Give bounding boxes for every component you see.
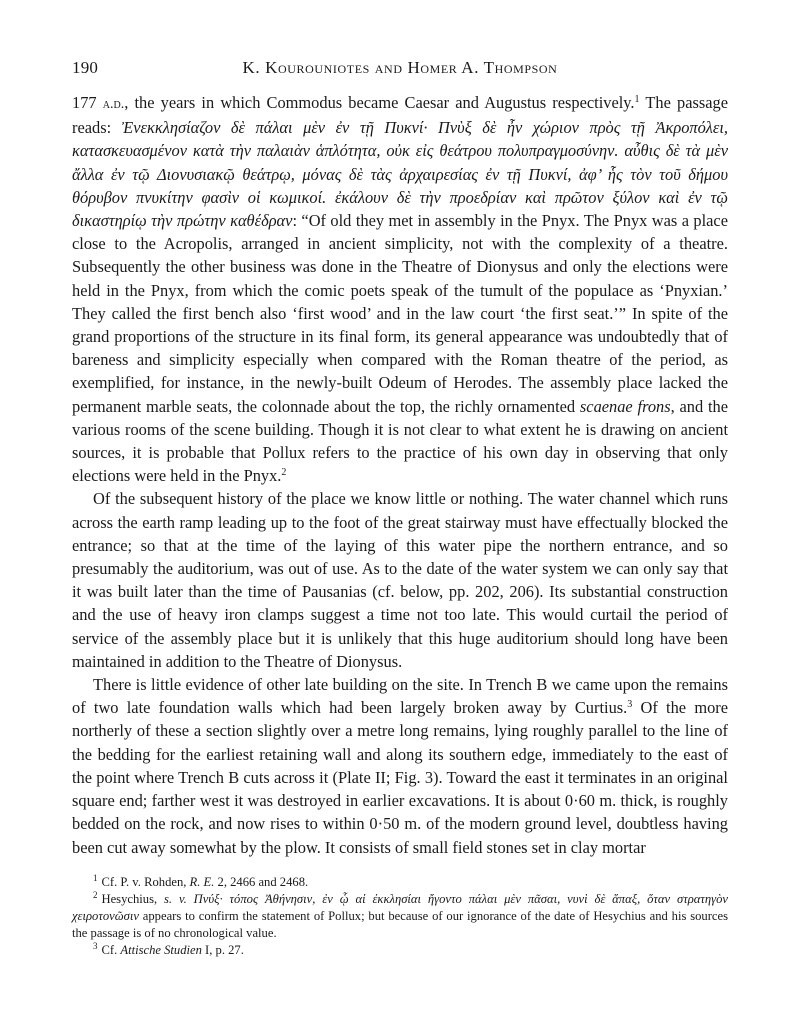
paragraph-1-text-d: , and the various rooms of the scene building. Though it is not clear to what extent he is drawing on ancient sources, it is probable that Pollux refers to the practice of his own day in observing that only elections were held in the Pnyx.	[72, 396, 728, 486]
footnote-3-post: I, p. 27.	[201, 942, 244, 957]
paragraph-1	[72, 91, 728, 487]
footnote-1-post: 2, 2466 and 2468.	[214, 874, 309, 889]
footnote-ref-1[interactable]: 1	[634, 94, 640, 105]
footnote-2-marker: 2	[93, 889, 98, 900]
footnote-3-marker: 3	[93, 940, 98, 951]
italic-term: scaenae frons	[579, 396, 671, 416]
era-abbreviation: a.d.	[102, 97, 125, 112]
journal-page	[72, 58, 728, 959]
body-text	[72, 91, 728, 859]
greek-quotation: Ἐνεκκλησίαζον δὲ πάλαι μὲν ἐν τῇ Πυκνί· Πνὺξ δὲ ἦν χώριον πρὸς τῇ Ἀκροπόλει, κατασκευασμένον κατὰ τὴν παλαιὰν ἁπλότητα, οὐκ εἰς θεάτρου πολυπραγμοσύνην. αὖθις δὲ τὰ μὲν ἄλλα ἐν τῷ Διονυσιακῷ θεάτρῳ, μόνας δὲ τὰς ἀρχαιρεσίας ἐν τῇ Πυκνί, ἀφ’ ἧς τὸν τοῦ δήμου θόρυβον πνυκίτην φασὶν οἱ κωμικοί. ἐκάλουν δὲ τὴν προεδρίαν καὶ πρῶτον ξύλον καὶ ἐν τῷ δικαστηρίῳ τὴν πρώτην καθέδραν	[72, 118, 729, 231]
footnote-2-sv: s. v.	[164, 891, 187, 906]
paragraph-3	[72, 673, 728, 859]
footnote-2-pre: Hesychius,	[101, 891, 165, 906]
page-number: 190	[72, 58, 99, 77]
footnote-ref-2[interactable]: 2	[281, 467, 287, 479]
footnote-1-italic: R. E.	[189, 874, 215, 889]
title-connector: and	[374, 58, 403, 77]
author-2: Homer A. Thompson	[407, 58, 558, 77]
author-1: K. Kourouniotes	[242, 58, 370, 77]
paragraph-1-text-b: The passage reads:	[72, 93, 729, 138]
footnote-2-greek: Πνύξ· τόπος Ἀθήνησιν, ἐν ᾧ αἱ ἐκκλησίαι ἤγοντο πάλαι μὲν πᾶσαι, νυνὶ δὲ ἅπαξ, ὅταν στρατηγὸν χειροτονῶσιν	[72, 891, 728, 923]
running-head	[72, 58, 728, 78]
footnote-2	[72, 891, 728, 942]
footnote-3-italic: Attische Studien	[120, 942, 202, 957]
lead-number: 177	[72, 93, 97, 112]
paragraph-1-text-a: , the years in which Commodus became Caesar and Augustus respectively.	[124, 93, 635, 112]
footnotes	[72, 874, 728, 959]
footnote-1-pre: Cf. P. v. Rohden,	[101, 874, 190, 889]
paragraph-3-text-b: Of the more northerly of these a section slightly over a metre long remains, lying roughly parallel to the line of the bedding for the earliest retaining wall and along its southern edge, immediately to the east of the point where Trench B cuts across it (Plate II; Fig. 3). Toward the east it terminates in an original square end; farther west it was destroyed in earlier excavations. It is about 0·60 m. thick, is roughly bedded on the rock, and now rises to within 0·50 m. of the modern ground level, doubtless having been cut away somewhat by the plow. It consists of small field stones set in clay mortar	[72, 698, 728, 857]
footnote-2-post: appears to confirm the statement of Pollux; but because of our ignorance of the date of Hesychius and his sources the passage is of no chronological value.	[72, 908, 728, 940]
footnote-3-pre: Cf.	[101, 942, 121, 957]
footnote-1-marker: 1	[93, 872, 98, 883]
paragraph-3-text-a: There is little evidence of other late building on the site. In Trench B we came upon the remains of two late foundation walls which had been largely broken away by Curtius.	[72, 675, 728, 718]
footnote-ref-3[interactable]: 3	[627, 699, 633, 711]
footnote-3	[72, 942, 728, 959]
footnote-1	[72, 874, 728, 891]
paragraph-2: Of the subsequent history of the place we know little or nothing. The water channel which runs across the earth ramp leading up to the foot of the great stairway must have effectually blocked the entrance; so that at the time of the laying of this water pipe the northern entrance, and so presumably the auditorium, was out of use. As to the date of the water system we can only say that it was built later than the time of Pausanias (cf. below, pp. 202, 206). Its substantial construction and the use of heavy iron clamps suggest a time not too late. This would curtail the period of service of the assembly place but it is unlikely that this huge auditorium should long have been maintained in addition to the Theatre of Dionysus.	[72, 489, 728, 671]
paragraph-1-text-c: : “Of old they met in assembly in the Pnyx. The Pnyx was a place close to the Acropolis, arranged in ancient simplicity, not with the complexity of a theatre. Subsequently the other business was done in the Theatre of Dionysus and only the elections were held in the Pnyx, from which the comic poets speak of the tumult of the populace as ‘Pnyxian.’ They called the first bench also ‘first wood’ and in the law court ‘the first seat.’” In spite of the grand proportions of the structure in its final form, its general appearance was undoubtedly that of bareness and simplicity especially when compared with the Roman theatre of the period, as exemplified, for instance, in the newly-built Odeum of Herodes. The assembly place lacked the permanent marble seats, the colonnade about the top, the richly ornamented	[72, 211, 728, 416]
running-title	[102, 58, 728, 78]
